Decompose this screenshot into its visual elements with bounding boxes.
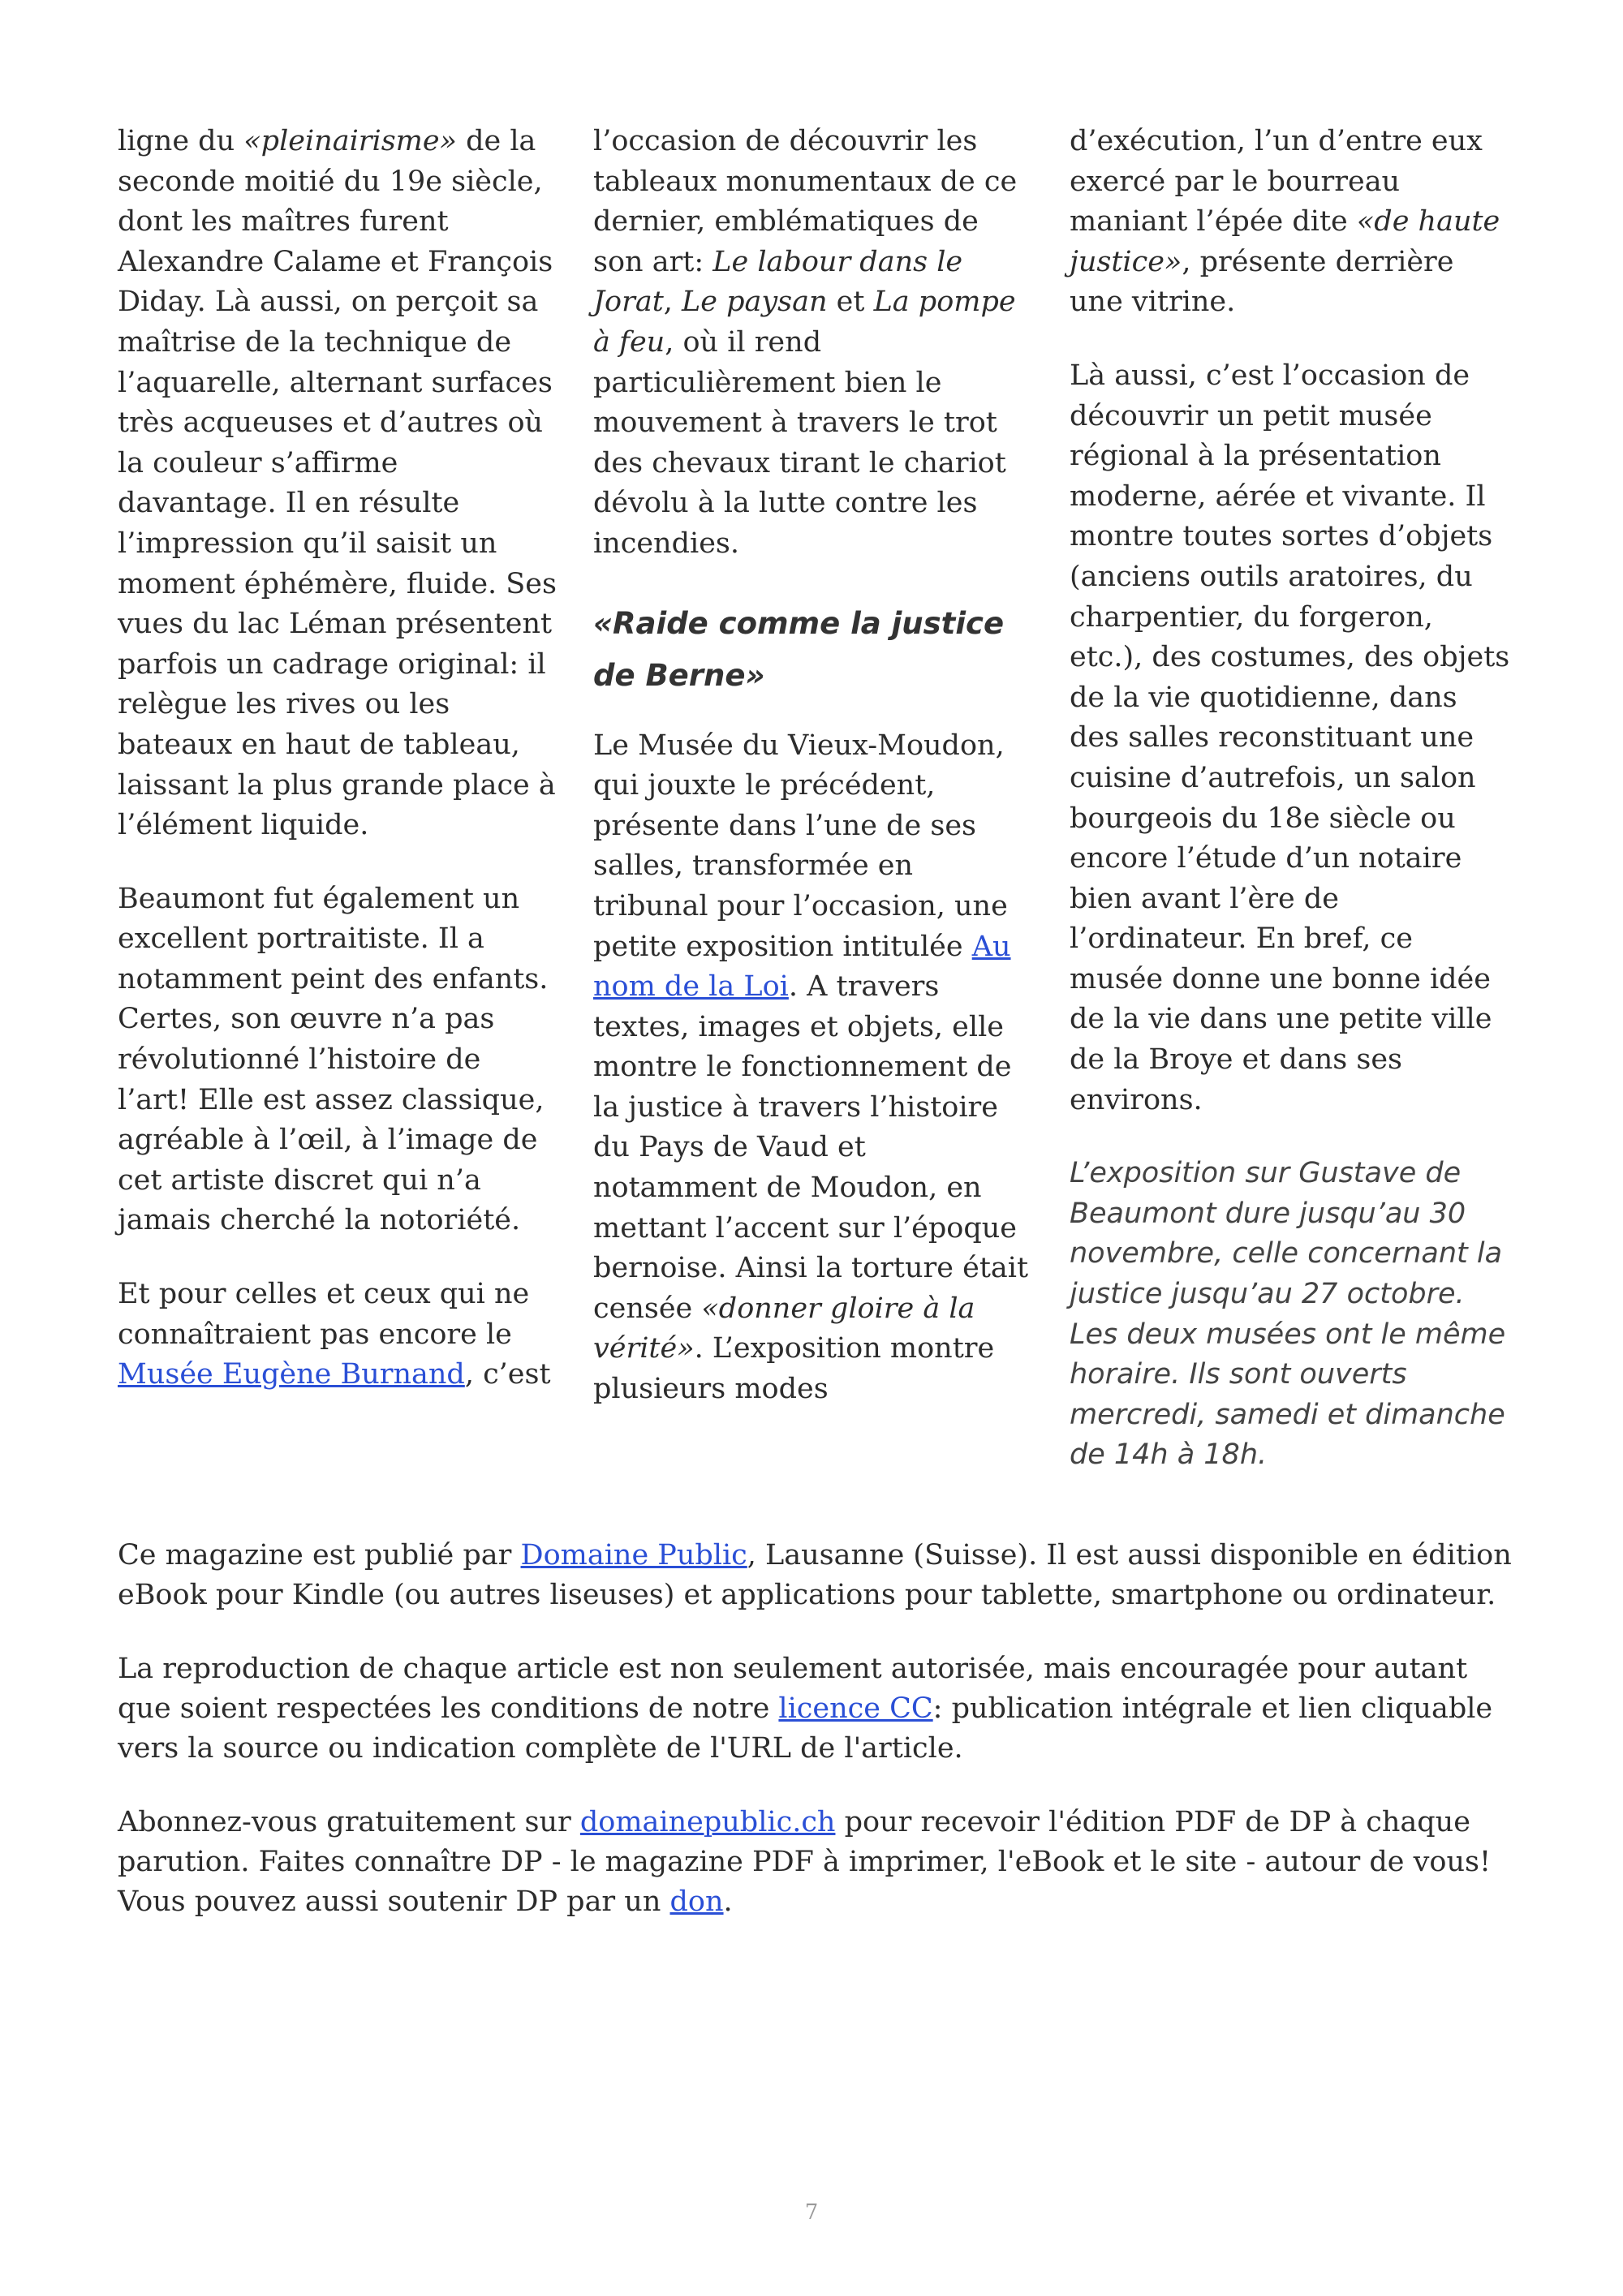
text: , où il rend particulièrement bien le mouvement à travers le trot des chevaux tirant le chariot dévolu à la lutte contre les incendies. (593, 325, 1006, 560)
italic-quote: «de haute justice» (1070, 205, 1500, 278)
section-heading: «Raide comme la justice de Berne» (593, 605, 1005, 693)
italic-term: «pleinairisme» (243, 125, 457, 157)
text: Le Musée du Vieux-Moudon, qui jouxte le précédent, présente dans l’une de ses salles, transformée en tribunal pour l’occasion, une petite exposition intitulée (593, 729, 1008, 963)
text: d’exécution, l’un d’entre eux exercé par le bourreau maniant l’épée dite (1070, 125, 1483, 239)
article-column-1 (118, 122, 560, 1429)
paragraph-portraitist: Beaumont fut également un excellent portraitiste. Il a notamment peint des enfants. Certes, son œuvre n’a pas révolutionné l’histoire de l’art! Elle est assez classique, agréable à l’œil, à l’image de cet artiste discret qui n’a jamais cherché la notoriété. (118, 882, 549, 1237)
text: , présente derrière une vitrine. (1070, 245, 1454, 319)
text: , c’est (464, 1358, 551, 1391)
text: : publication intégrale et lien cliquable vers la source ou indication complète de l'URL de l'article. (118, 1692, 1493, 1765)
publisher-footer (118, 1536, 1513, 1956)
paragraph-petit-musee: Là aussi, c’est l’occasion de découvrir un petit musée régional à la présentation moderne, aérée et vivante. Il montre toutes sortes d’objets (anciens outils aratoires, du charpentier, du forgeron, etc.), des costumes, des objets de la vie quotidienne, dans des salles reconstituant une cuisine d’autrefois, un salon bourgeois du 18e siècle ou encore l’étude d’un notaire bien avant l’ère de l’ordinateur. En bref, ce musée donne une bonne idée de la vie dans une petite ville de la Broye et dans ses environs. (1070, 359, 1510, 1116)
exhibition-info-note: L’exposition sur Gustave de Beaumont dure jusqu’au 30 novembre, celle concernant la justice jusqu’au 27 octobre. Les deux musées ont le même horaire. Ils sont ouverts mercredi, samedi et dimanche de 14h à 18h. (1070, 1157, 1506, 1472)
text: Ce magazine est publié par (118, 1539, 521, 1572)
page-number: 7 (804, 2200, 819, 2225)
text: La reproduction de chaque article est non seulement autorisée, mais encouragée pour autant que soient respectées les conditions de notre (118, 1653, 1468, 1725)
paragraph-vieux-moudon (593, 726, 1035, 1410)
text: , (663, 286, 682, 319)
au-nom-de-la-loi-link[interactable]: Au nom de la Loi (593, 930, 1011, 1004)
italic-quote: «donner gloire à la vérité» (593, 1292, 975, 1365)
domaine-public-link[interactable]: Domaine Public (520, 1539, 747, 1572)
text: de la seconde moitié du 19e siècle, dont les maîtres furent Alexandre Calame et François Diday. Là aussi, on perçoit sa maîtrise de la technique de l’aquarelle, alternant surfaces très acqueuses et d’autres où la couleur s’affirme davantage. Il en résulte l’impression qu’il saisit un moment éphémère, fluide. Ses vues du lac Léman présentent parfois un cadrage original: il relègue les rives ou les bateaux en haut de tableau, laissant la plus grande place à l’élément liquide. (118, 125, 557, 842)
text: l’occasion de découvrir les tableaux monumentaux de ce dernier, emblématiques de son art: (593, 125, 1018, 278)
article-column-2 (593, 122, 1035, 1443)
text: . L’exposition montre plusieurs modes (593, 1332, 995, 1406)
italic-title: Le labour dans le Jorat (593, 245, 963, 319)
musee-burnand-link[interactable]: Musée Eugène Burnand (118, 1358, 465, 1391)
paragraph-pleinairisme (118, 122, 560, 846)
text: Et pour celles et ceux qui ne connaîtraient pas encore le (118, 1278, 530, 1351)
text: , Lausanne (Suisse). Il est aussi disponible en édition eBook pour Kindle (ou autres liseuses) et applications pour tablette, smartphone ou ordinateur. (118, 1539, 1512, 1611)
italic-title: Le paysan (682, 286, 828, 319)
paragraph-tableaux (593, 122, 1035, 565)
footer-publisher (118, 1536, 1513, 1615)
licence-cc-link[interactable]: licence CC (778, 1692, 933, 1725)
text: et (827, 286, 874, 319)
text: . (723, 1885, 733, 1918)
italic-title: La pompe à feu (593, 286, 1016, 359)
paragraph-execution (1070, 122, 1512, 323)
text: . A travers textes, images et objets, elle montre le fonctionnement de la justice à travers l’histoire du Pays de Vaud et notamment de Moudon, en mettant l’accent sur l’époque bernoise. Ainsi la torture était censée (593, 970, 1029, 1325)
footer-subscribe (118, 1803, 1513, 1922)
text: pour recevoir l'édition PDF de DP à chaque parution. Faites connaître DP - le magazine PDF à imprimer, l'eBook et le site - autour de vous! Vous pouvez aussi soutenir DP par un (118, 1806, 1492, 1918)
text: ligne du (118, 125, 244, 157)
don-link[interactable]: don (669, 1885, 724, 1918)
text: Abonnez-vous gratuitement sur (118, 1806, 580, 1838)
article-column-3 (1070, 122, 1512, 1509)
paragraph-burnand (118, 1275, 560, 1395)
footer-license (118, 1649, 1513, 1769)
domainepublic-ch-link[interactable]: domainepublic.ch (579, 1806, 836, 1838)
